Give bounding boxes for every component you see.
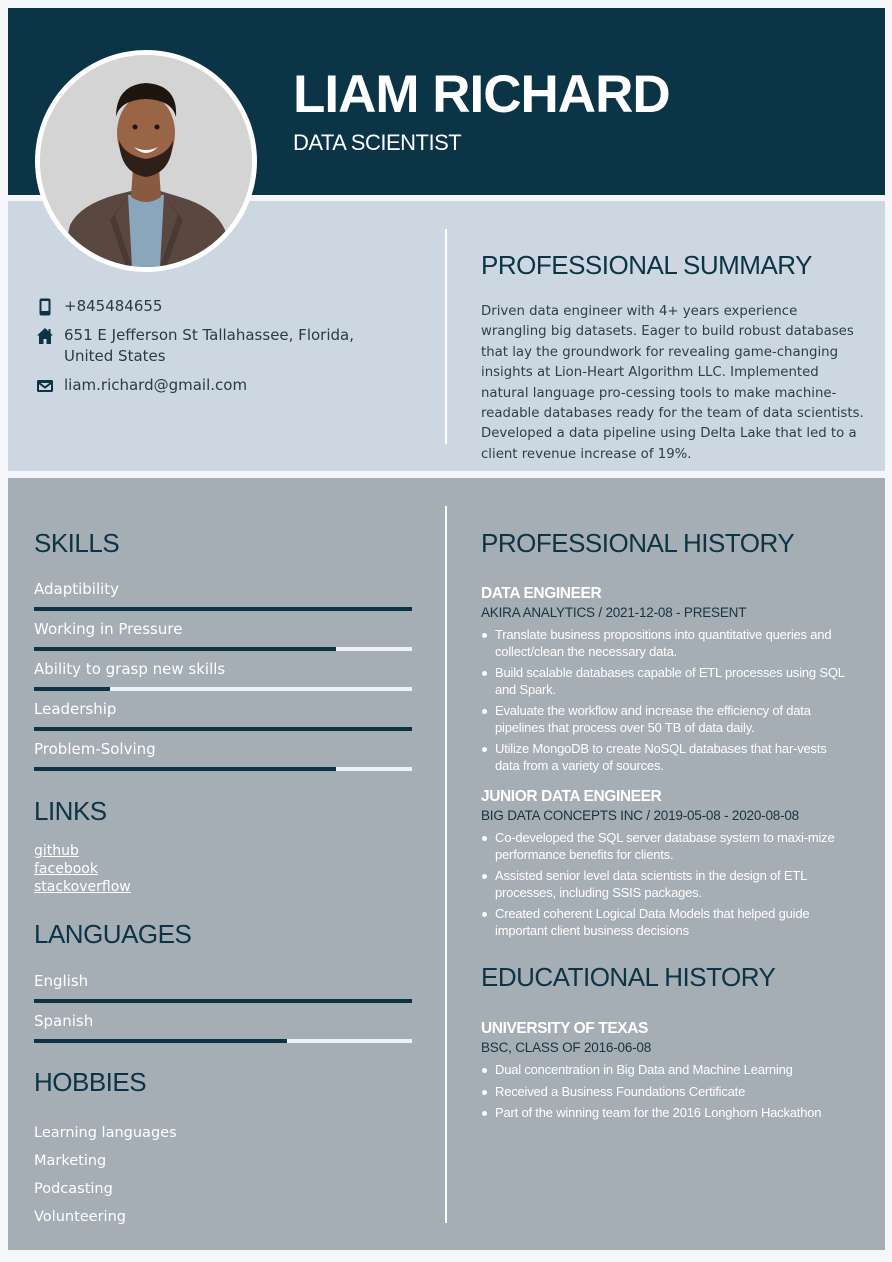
job-bullet: Assisted senior level data scientists in the design of ETL processes, including SSIS packages. [481,868,851,901]
skills-heading: SKILLS [34,528,120,558]
language-item [34,970,412,1010]
avatar [35,50,257,272]
skills-list [34,578,412,778]
education-bullet: Part of the winning team for the 2016 Longhorn Hackathon [481,1105,851,1122]
skill-bar [34,767,412,771]
link-github[interactable]: github [34,843,79,859]
job-bullet: Created coherent Logical Data Models that helped guide important client business decisions [481,906,851,939]
languages-heading: LANGUAGES [34,919,192,949]
education-bullets [481,1062,851,1122]
profile-photo [40,55,252,267]
envelope-icon [36,377,54,395]
bottom-divider [445,506,447,1223]
job-entry [481,584,851,779]
education-bullet: Dual concentration in Big Data and Machine Learning [481,1062,851,1079]
phone-number: +845484655 [64,297,163,315]
job-bullet: Utilize MongoDB to create NoSQL databases that har-vests data from a variety of sources. [481,741,851,774]
job-role: DATA ENGINEER [481,585,602,602]
skill-bar [34,607,412,611]
skill-bar [34,647,412,651]
language-item [34,1010,412,1050]
skill-label: Ability to grasp new skills [34,660,226,678]
job-role: JUNIOR DATA ENGINEER [481,788,662,805]
job-meta: AKIRA ANALYTICS / 2021-12-08 - PRESENT [481,605,747,620]
languages-list [34,970,412,1050]
language-bar [34,1039,412,1043]
history-heading: PROFESSIONAL HISTORY [481,528,795,558]
hobbies-heading: HOBBIES [34,1067,147,1097]
contact-info [36,296,366,404]
link-facebook[interactable]: facebook [34,861,98,877]
hobby-item: Marketing [34,1153,107,1169]
skill-label: Problem-Solving [34,740,156,758]
top-divider [445,229,447,444]
job-bullet: Build scalable databases capable of ETL processes using SQL and Spark. [481,665,851,698]
education-entry [481,1019,851,1127]
skill-item [34,698,412,738]
skill-item [34,578,412,618]
summary-heading: PROFESSIONAL SUMMARY [481,250,812,280]
degree-meta: BSC, CLASS OF 2016-06-08 [481,1040,652,1055]
links-heading: LINKS [34,796,107,826]
skill-item [34,738,412,778]
school-name: UNIVERSITY OF TEXAS [481,1020,648,1037]
skill-label: Working in Pressure [34,620,183,638]
skill-label: Adaptibility [34,580,120,598]
summary-text: Driven data engineer with 4+ years experience wrangling big datasets. Eager to build robust databases that lay the groundwork for revealing game-changing insights at Lion-Heart Algorithm LLC. Implemented natural language pro-cessing tools to make machine-readable databases ready for the team of data scientists. Developed a data pipeline using Delta Lake that led to a client revenue increase of 19%. [481,304,864,462]
language-label: English [34,972,89,990]
home-icon [36,327,54,345]
phone-icon [36,298,54,316]
language-bar [34,999,412,1003]
language-label: Spanish [34,1012,94,1030]
job-bullets [481,627,851,774]
skill-item [34,618,412,658]
contact-address [36,325,366,367]
address-line-2: United States [64,347,166,365]
hobbies-list [34,1119,177,1231]
skill-bar [34,727,412,731]
candidate-title: DATA SCIENTIST [293,130,462,155]
job-bullet: Translate business propositions into quantitative queries and collect/clean the necessary data. [481,627,851,660]
email-address[interactable]: liam.richard@gmail.com [64,376,248,394]
skill-label: Leadership [34,700,117,718]
skill-bar [34,687,412,691]
hobby-item: Podcasting [34,1181,113,1197]
hobby-item: Volunteering [34,1209,126,1225]
link-stackoverflow[interactable]: stackoverflow [34,879,131,895]
contact-email [36,375,366,396]
education-heading: EDUCATIONAL HISTORY [481,962,776,992]
address-line-1: 651 E Jefferson St Tallahassee, Florida, [64,326,354,344]
job-entry [481,787,851,944]
job-bullets [481,830,851,939]
candidate-name: LIAM RICHARD [293,65,670,124]
contact-phone [36,296,366,317]
skill-item [34,658,412,698]
links-list [34,842,131,896]
hobby-item: Learning languages [34,1125,177,1141]
job-bullet: Evaluate the workflow and increase the efficiency of data pipelines that process over 50 TB of data daily. [481,703,851,736]
education-bullet: Received a Business Foundations Certificate [481,1084,851,1101]
job-meta: BIG DATA CONCEPTS INC / 2019-05-08 - 2020-08-08 [481,808,799,823]
job-bullet: Co-developed the SQL server database system to maxi-mize performance benefits for clients. [481,830,851,863]
